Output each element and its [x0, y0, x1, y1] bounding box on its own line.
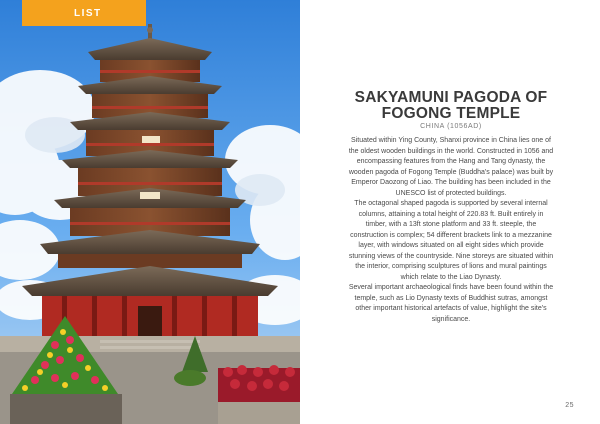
article-page — [300, 0, 600, 424]
page-number: 25 — [565, 402, 574, 409]
section-tab: LIST — [22, 0, 146, 26]
paragraph-1: Situated within Ying County, Shanxi province in China lies one of the oldest wooden buildings in the world. Constructed in 1056 and encompassing features from the Hang and Tang dynasty, the wooden pagoda of Fogong Temple (Buddha's palace) was built by Emperor Daozong of Liao. The building has been included in the UNESCO list of protected buildings. — [348, 137, 554, 197]
title-line-1: SAKYAMUNI PAGODA OF — [354, 89, 548, 106]
paragraph-3: Several important archaeological finds have been found within the temple, such as Lio Dynasty texts of Buddhist sutras, amongst other important historical artefacts of value, highlight the site's significance. — [348, 284, 554, 323]
paragraph-2: The octagonal shaped pagoda is supported by several internal columns, attaining a total height of 220.83 ft. Built entirely in timber, with a 13ft stone platform and 33 ft. steeple, the construction is complex; 54 different brackets link to a mezzanine layer, with windows situated on all eight sides which provide stunning views of the countryside. Nine storeys are situated within the interior, comprising sculptures of lions and mural paintings which relate to the Liao Dynasty. — [348, 200, 554, 281]
title-line-2: FOGONG TEMPLE — [381, 105, 521, 122]
article-body — [348, 136, 554, 325]
article-subtitle: CHINA (1056AD) — [420, 123, 482, 130]
article-title — [336, 90, 566, 122]
